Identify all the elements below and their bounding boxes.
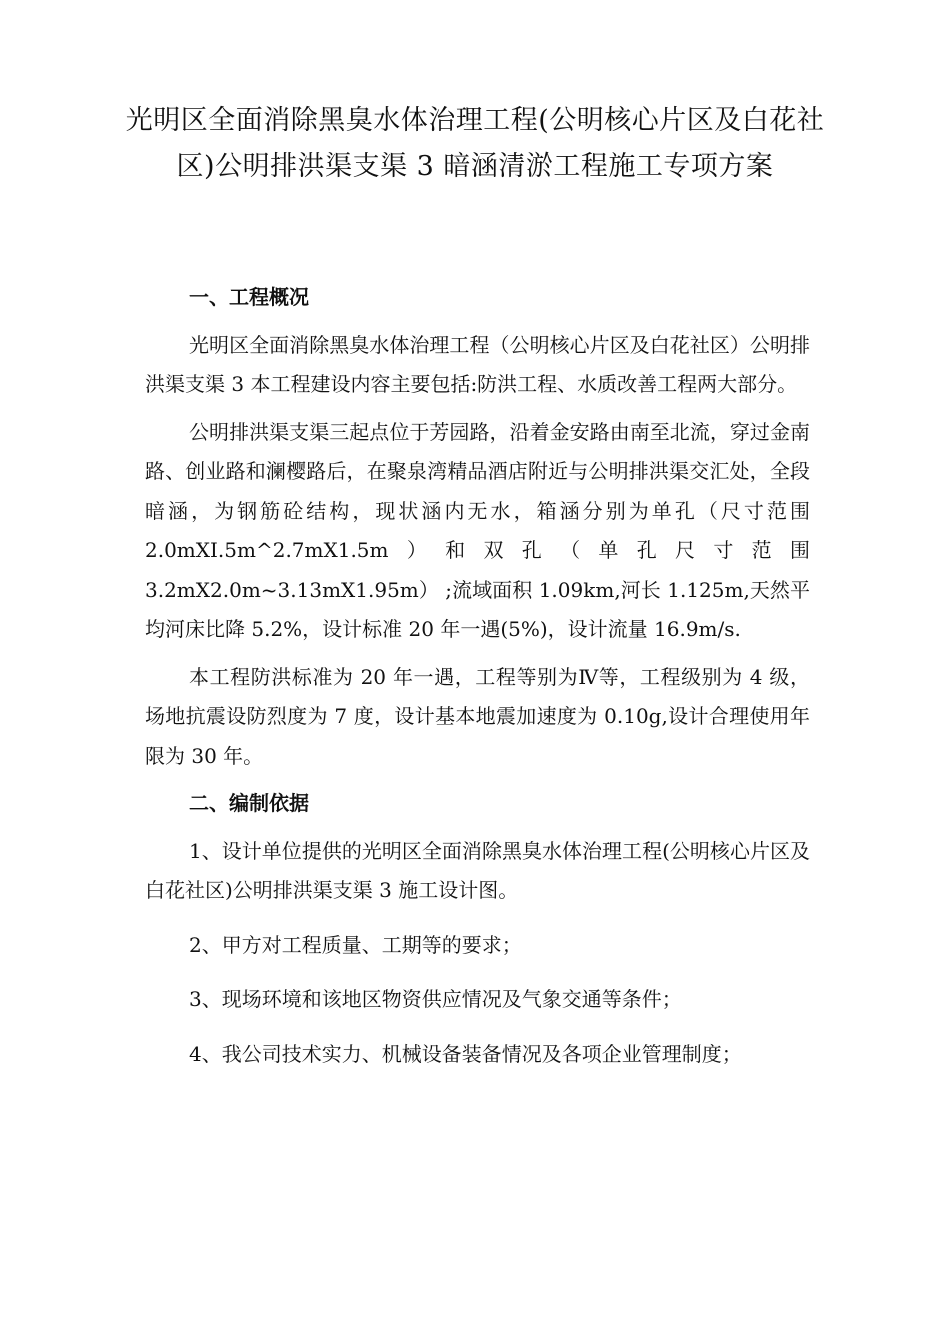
- overview-paragraph-3: 本工程防洪标准为 20 年一遇，工程等别为Ⅳ等，工程级别为 4 级，场地抗震设防烈度为 7 度，设计基本地震加速度为 0.10g,设计合理使用年限为 30 年。: [145, 664, 810, 768]
- title-line-1: 光明区全面消除黑臭水体治理工程(公明核心片区及白花社: [125, 105, 825, 136]
- basis-item-1: 1、设计单位提供的光明区全面消除黑臭水体治理工程(公明核心片区及白花社区)公明排洪渠支渠 3 施工设计图。: [145, 838, 810, 902]
- basis-item-4: 4、我公司技术实力、机械设备装备情况及各项企业管理制度；: [189, 1041, 742, 1066]
- section-heading-overview: 一、工程概况: [189, 285, 309, 309]
- overview-paragraph-1: 光明区全面消除黑臭水体治理工程（公明核心片区及白花社区）公明排洪渠支渠 3 本工程建设内容主要包括:防洪工程、水质改善工程两大部分。: [145, 332, 810, 396]
- document-body: [145, 278, 810, 1089]
- basis-item-3: 3、现场环境和该地区物资供应情况及气象交通等条件；: [189, 987, 682, 1011]
- document-title: [110, 98, 840, 190]
- title-line-2: 区)公明排洪渠支渠 3 暗涵清淤工程施工专项方案: [176, 151, 774, 182]
- basis-item-2: 2、甲方对工程质量、工期等的要求；: [189, 932, 522, 957]
- section-heading-basis: 二、编制依据: [189, 791, 309, 815]
- overview-paragraph-2: 公明排洪渠支渠三起点位于芳园路，沿着金安路由南至北流，穿过金南路、创业路和澜樱路后，在聚泉湾精品酒店附近与公明排洪渠交汇处，全段暗涵，为钢筋砼结构，现状涵内无水，箱涵分别为单孔（尺寸范围 2.0mXI.5m^2.7mX1.5m）和双孔（单孔尺寸范围 3.2mX2.0m~3.13mX1.95m） ;流域面积 1.09km,河长 1.125m,天然平均河床比降 5.2%，设计标准 20 年一遇(5%)，设计流量 16.9m/s.: [145, 419, 810, 641]
